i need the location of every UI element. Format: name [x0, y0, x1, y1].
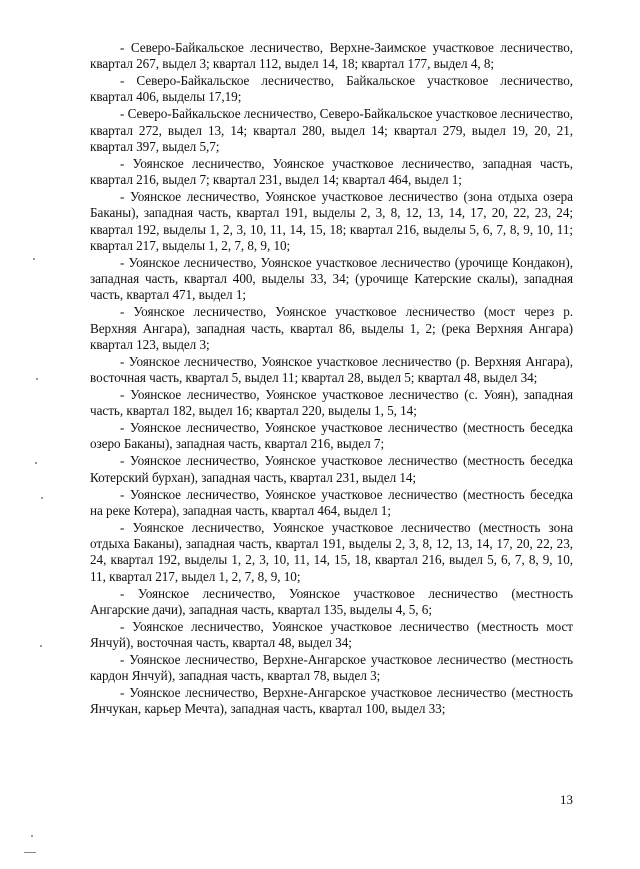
- paragraph-2: - Северо-Байкальское лесничество, Байкальское участковое лесничество, квартал 406, выделы 17,19;: [90, 73, 573, 105]
- scan-speck: [41, 497, 43, 499]
- document-body: [90, 40, 573, 718]
- paragraph-14: - Уоянское лесничество, Уоянское участковое лесничество (местность Ангарские дачи), западная часть, квартал 135, выделы 4, 5, 6;: [90, 585, 573, 617]
- paragraph-8: - Уоянское лесничество, Уоянское участковое лесничество (р. Верхняя Ангара), восточная часть, квартал 5, выдел 11; квартал 28, выдел 5; квартал 48, выдел 34;: [90, 353, 573, 386]
- page-number: 13: [560, 792, 573, 807]
- paragraph-7: - Уоянское лесничество, Уоянское участковое лесничество (мост через р. Верхняя Ангара), западная часть, квартал 86, выделы 1, 2; (река Верхняя Ангара) квартал 123, выдел 3;: [90, 304, 573, 352]
- paragraph-13: - Уоянское лесничество, Уоянское участковое лесничество (местность зона отдыха Баканы), западная часть, квартал 191, выделы 2, 3, 8, 12, 13, 14, 17, 20, 22, 23, 24, квартал 192, выделы 1, 2, 3, 10, 11, 14, 15, 18, квартал 216, выдел 5, 6, 7, 8, 9, 10, 11, квартал 217, выдел 1, 2, 7, 8, 9, 10;: [90, 519, 573, 584]
- scan-dash: [24, 852, 36, 853]
- paragraph-12: - Уоянское лесничество, Уоянское участковое лесничество (местность беседка на реке Котера), западная часть, квартал 464, выдел 1;: [90, 486, 573, 518]
- scan-speck: [31, 835, 33, 837]
- paragraph-10: - Уоянское лесничество, Уоянское участковое лесничество (местность беседка озеро Баканы), западная часть, квартал 216, выдел 7;: [90, 420, 573, 452]
- scan-speck: [35, 462, 37, 464]
- paragraph-5: - Уоянское лесничество, Уоянское участковое лесничество (зона отдыха озера Баканы), западная часть, квартал 191, выделы 2, 3, 8, 12, 13, 14, 17, 20, 22, 23, 24; квартал 192, выделы 1, 2, 3, 10, 11, 14, 15, 18; квартал 216, выделы 5, 6, 7, 8, 9, 10, 11; квартал 217, выделы 1, 2, 7, 8, 9, 10;: [90, 189, 573, 253]
- paragraph-4: - Уоянское лесничество, Уоянское участковое лесничество, западная часть, квартал 216, выдел 7; квартал 231, выдел 14; квартал 464, выдел 1;: [90, 155, 573, 188]
- scan-speck: [40, 645, 42, 647]
- paragraph-15: - Уоянское лесничество, Уоянское участковое лесничество (местность мост Янчуй), восточная часть, квартал 48, выдел 34;: [90, 618, 573, 650]
- paragraph-3: - Северо-Байкальское лесничество, Северо-Байкальское участковое лесничество, квартал 272, выдел 13, 14; квартал 280, выдел 14; квартал 279, выдел 19, 20, 21, квартал 397, выдел 5,7;: [90, 106, 573, 154]
- scan-speck: [36, 378, 38, 380]
- paragraph-17: - Уоянское лесничество, Верхне-Ангарское участковое лесничество (местность Янчукан, карьер Мечта), западная часть, квартал 100, выдел 33;: [90, 685, 573, 717]
- paragraph-1: - Северо-Байкальское лесничество, Верхне-Заимское участковое лесничество, квартал 267, выдел 3; квартал 112, выдел 14, 18; квартал 177, выдел 4, 8;: [90, 40, 573, 72]
- paragraph-6: - Уоянское лесничество, Уоянское участковое лесничество (урочище Кондакон), западная часть, квартал 400, выделы 33, 34; (урочище Катерские скалы), западная часть, квартал 471, выдел 1;: [90, 254, 573, 303]
- paragraph-11: - Уоянское лесничество, Уоянское участковое лесничество (местность беседка Котерский бурхан), западная часть, квартал 231, выдел 14;: [90, 453, 573, 485]
- scan-speck: [33, 258, 35, 260]
- paragraph-16: - Уоянское лесничество, Верхне-Ангарское участковое лесничество (местность кардон Янчуй), западная часть, квартал 78, выдел 3;: [90, 651, 573, 684]
- paragraph-9: - Уоянское лесничество, Уоянское участковое лесничество (с. Уоян), западная часть, квартал 182, выдел 16; квартал 220, выделы 1, 5, 14;: [90, 386, 573, 419]
